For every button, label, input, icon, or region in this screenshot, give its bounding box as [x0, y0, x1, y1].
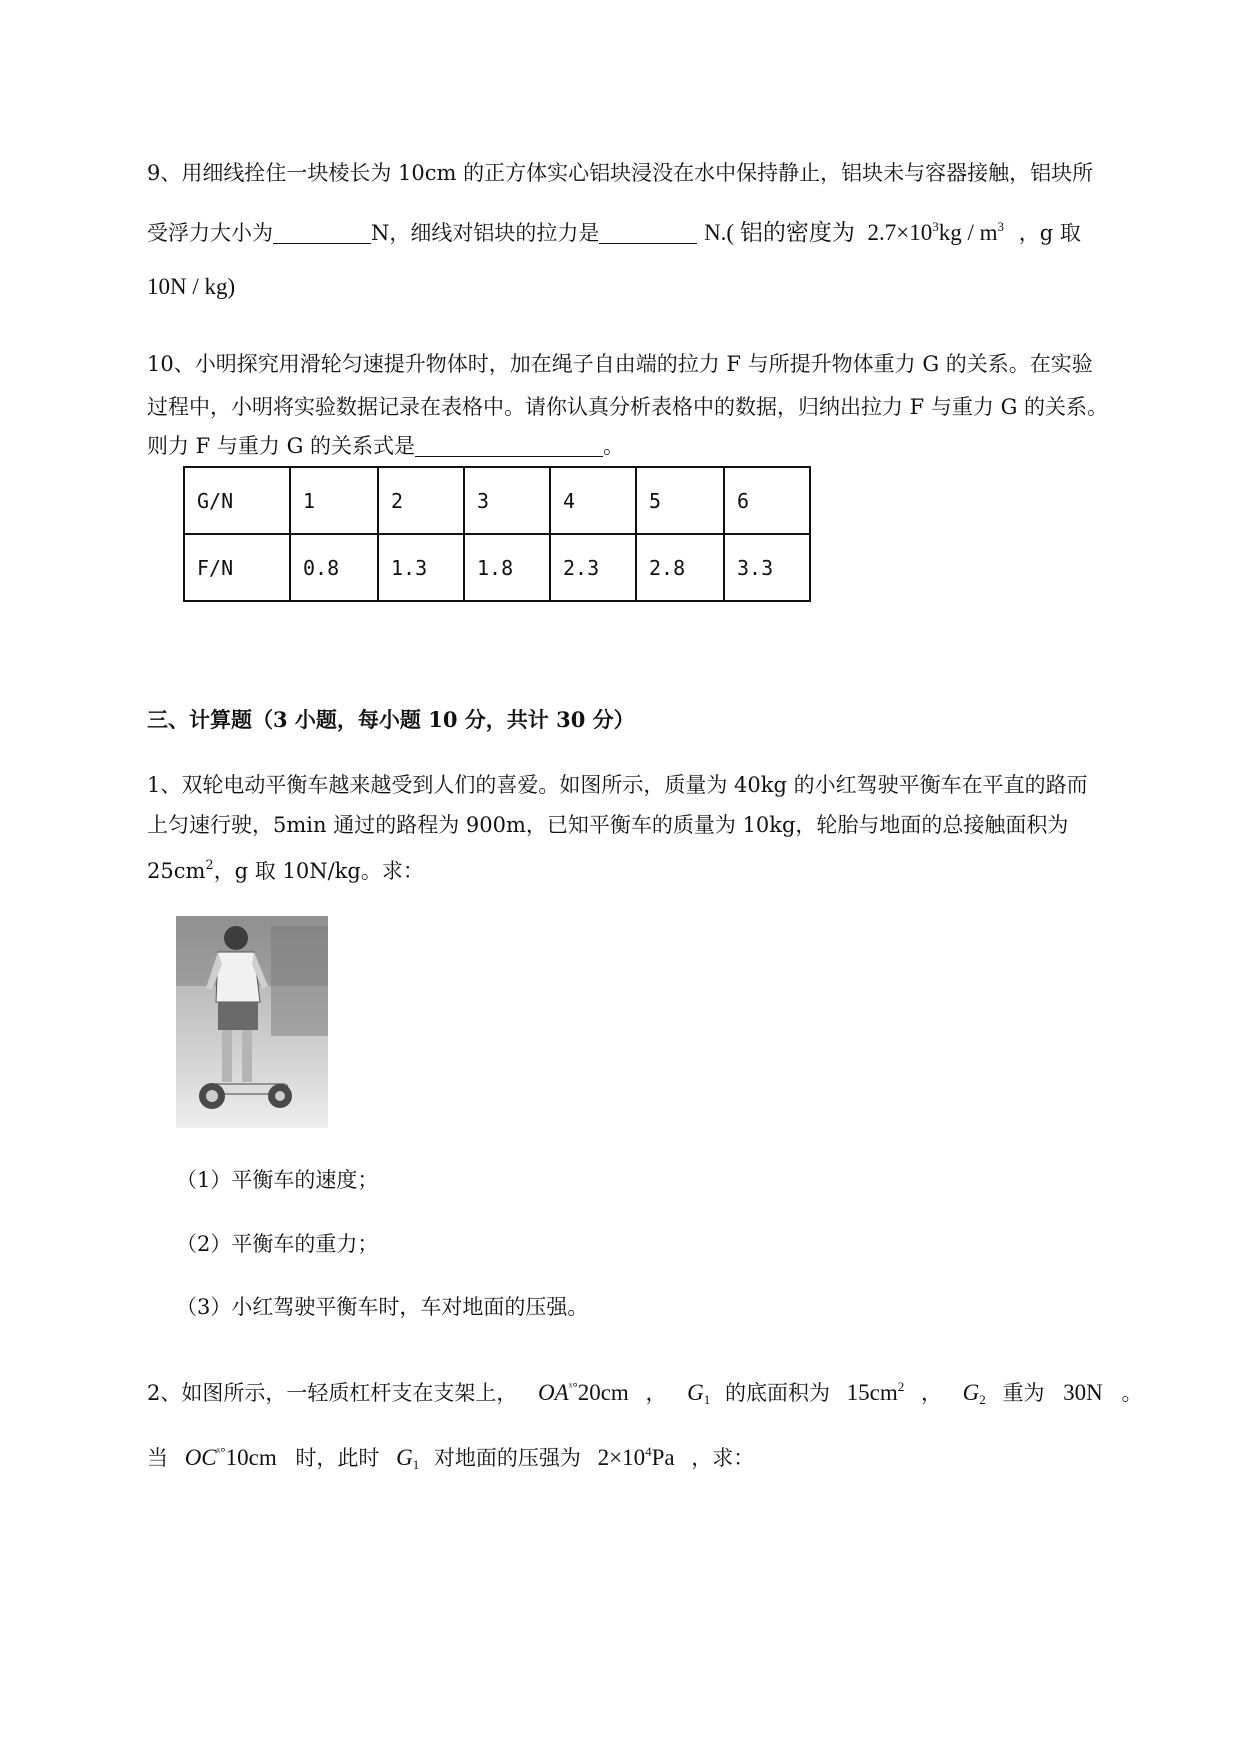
- q9-text-2a: 受浮力大小为: [147, 221, 273, 245]
- table-cell: 3.3: [724, 534, 810, 601]
- c1-sub2: [176, 1229, 378, 1259]
- q10-blank-relation[interactable]: [415, 434, 603, 457]
- table-cell: 1: [290, 467, 378, 534]
- table-cell: 2.3: [550, 534, 636, 601]
- c2-text-1b: 的底面积为: [724, 1381, 830, 1405]
- c2-comma1: ，: [645, 1381, 667, 1405]
- c2-line1: [147, 1372, 1142, 1415]
- c1-sub3-text: （3）小红驾驶平衡车时，车对地面的压强。: [176, 1295, 589, 1319]
- table-cell: 2: [378, 467, 464, 534]
- table-row: [184, 534, 810, 601]
- table-cell: 3: [464, 467, 550, 534]
- c1-line1: [147, 770, 1088, 800]
- c2-comma2: ，: [920, 1381, 942, 1405]
- q9-blank-buoyancy[interactable]: [273, 221, 371, 244]
- balance-scooter-photo: [176, 916, 328, 1128]
- q10-text-3b: 。: [603, 434, 625, 458]
- q10-line3: [147, 431, 624, 461]
- q9-line3: [147, 272, 235, 302]
- c1-sub2-text: （2）平衡车的重力；: [176, 1232, 379, 1256]
- c2-line2: [147, 1437, 754, 1480]
- c1-text-3b: ，g 取 10N/kg。求：: [213, 859, 424, 883]
- c1-text-2: 上匀速行驶，5min 通过的路程为 900m，已知平衡车的质量为 10kg，轮胎与地面的总接触面积为: [147, 813, 1069, 837]
- c1-sub3: [176, 1292, 588, 1322]
- table-cell: 4: [550, 467, 636, 534]
- c2-weight: 30N: [1063, 1380, 1103, 1405]
- c1-sub1: [176, 1165, 378, 1195]
- c2-g2: $G_2$: [962, 1380, 986, 1407]
- q10-text-1: 10、小明探究用滑轮匀速提升物体时，加在绳子自由端的拉力 F 与所提升物体重力 G 的关系。在实验: [147, 352, 1093, 376]
- c2-text-2b: 时，此时: [295, 1446, 380, 1470]
- c2-text-2c: 对地面的压强为: [433, 1446, 581, 1470]
- table-cell: 1.8: [464, 534, 550, 601]
- section-heading-text: 三、计算题（3 小题，每小题 10 分，共计 30 分）: [147, 707, 635, 732]
- table-cell: 2.8: [636, 534, 724, 601]
- table-row: [184, 467, 810, 534]
- table-cell: 5: [636, 467, 724, 534]
- q9-line1: [147, 158, 1093, 188]
- table-cell: G/N: [184, 467, 290, 534]
- q10-data-table: [183, 466, 811, 602]
- q9-text-2b: N，细线对铝块的拉力是: [371, 221, 600, 245]
- q9-line2: [147, 212, 1081, 248]
- c1-sub1-text: （1）平衡车的速度；: [176, 1168, 379, 1192]
- q9-density: $2.7\times 10^3kg / m^3$: [867, 219, 1005, 245]
- q9-blank-tension[interactable]: [599, 221, 697, 244]
- q10-line2: [147, 392, 1108, 422]
- c2-area: $15cm^2$: [846, 1379, 905, 1405]
- q10-line1: [147, 349, 1093, 379]
- table-cell: F/N: [184, 534, 290, 601]
- q9-text-2c: N.( 铝的密度为: [704, 220, 855, 245]
- q9-text-3: 10N / kg): [147, 274, 236, 299]
- c2-pressure: $2\times 10^4Pa$: [597, 1444, 675, 1470]
- section-heading: [147, 705, 635, 735]
- q9-text-1: 9、用细线拴住一块棱长为 10cm 的正方体实心铝块浸没在水中保持静止，铝块未与容器接触，铝块所: [147, 161, 1094, 185]
- table-cell: 0.8: [290, 534, 378, 601]
- table-cell: 1.3: [378, 534, 464, 601]
- c2-oa: $OA^{ˣ^\circ}20cm$: [538, 1379, 629, 1405]
- c1-line3: [147, 851, 424, 886]
- c1-text-3a: 25cm: [147, 859, 206, 883]
- c2-text-1c: 重为: [1002, 1381, 1045, 1405]
- q10-text-3a: 则力 F 与重力 G 的关系式是: [147, 434, 416, 458]
- c2-text-2d: ，求：: [691, 1446, 755, 1470]
- c2-g1: $G_1$: [687, 1380, 711, 1407]
- c1-text-1: 1、双轮电动平衡车越来越受到人们的喜爱。如图所示，质量为 40kg 的小红驾驶平衡车在平直的路而: [147, 773, 1088, 797]
- c2-text-2a: 当: [147, 1446, 168, 1470]
- c2-text-1a: 2、如图所示，一轻质杠杆支在支架上，: [147, 1381, 518, 1405]
- table-cell: 6: [724, 467, 810, 534]
- q10-text-2: 过程中，小明将实验数据记录在表格中。请你认真分析表格中的数据，归纳出拉力 F 与重力 G 的关系。: [147, 395, 1109, 419]
- c2-oc: $OC^{ˣ^\circ}10cm$: [184, 1444, 277, 1470]
- c2-g1b: $G_1$: [396, 1445, 420, 1472]
- balance-scooter-illustration: [176, 916, 328, 1128]
- q9-text-2d: ，g 取: [1018, 221, 1081, 245]
- c1-text-3sup: 2: [205, 858, 214, 873]
- c1-line2: [147, 810, 1068, 840]
- c2-period: 。: [1121, 1381, 1143, 1405]
